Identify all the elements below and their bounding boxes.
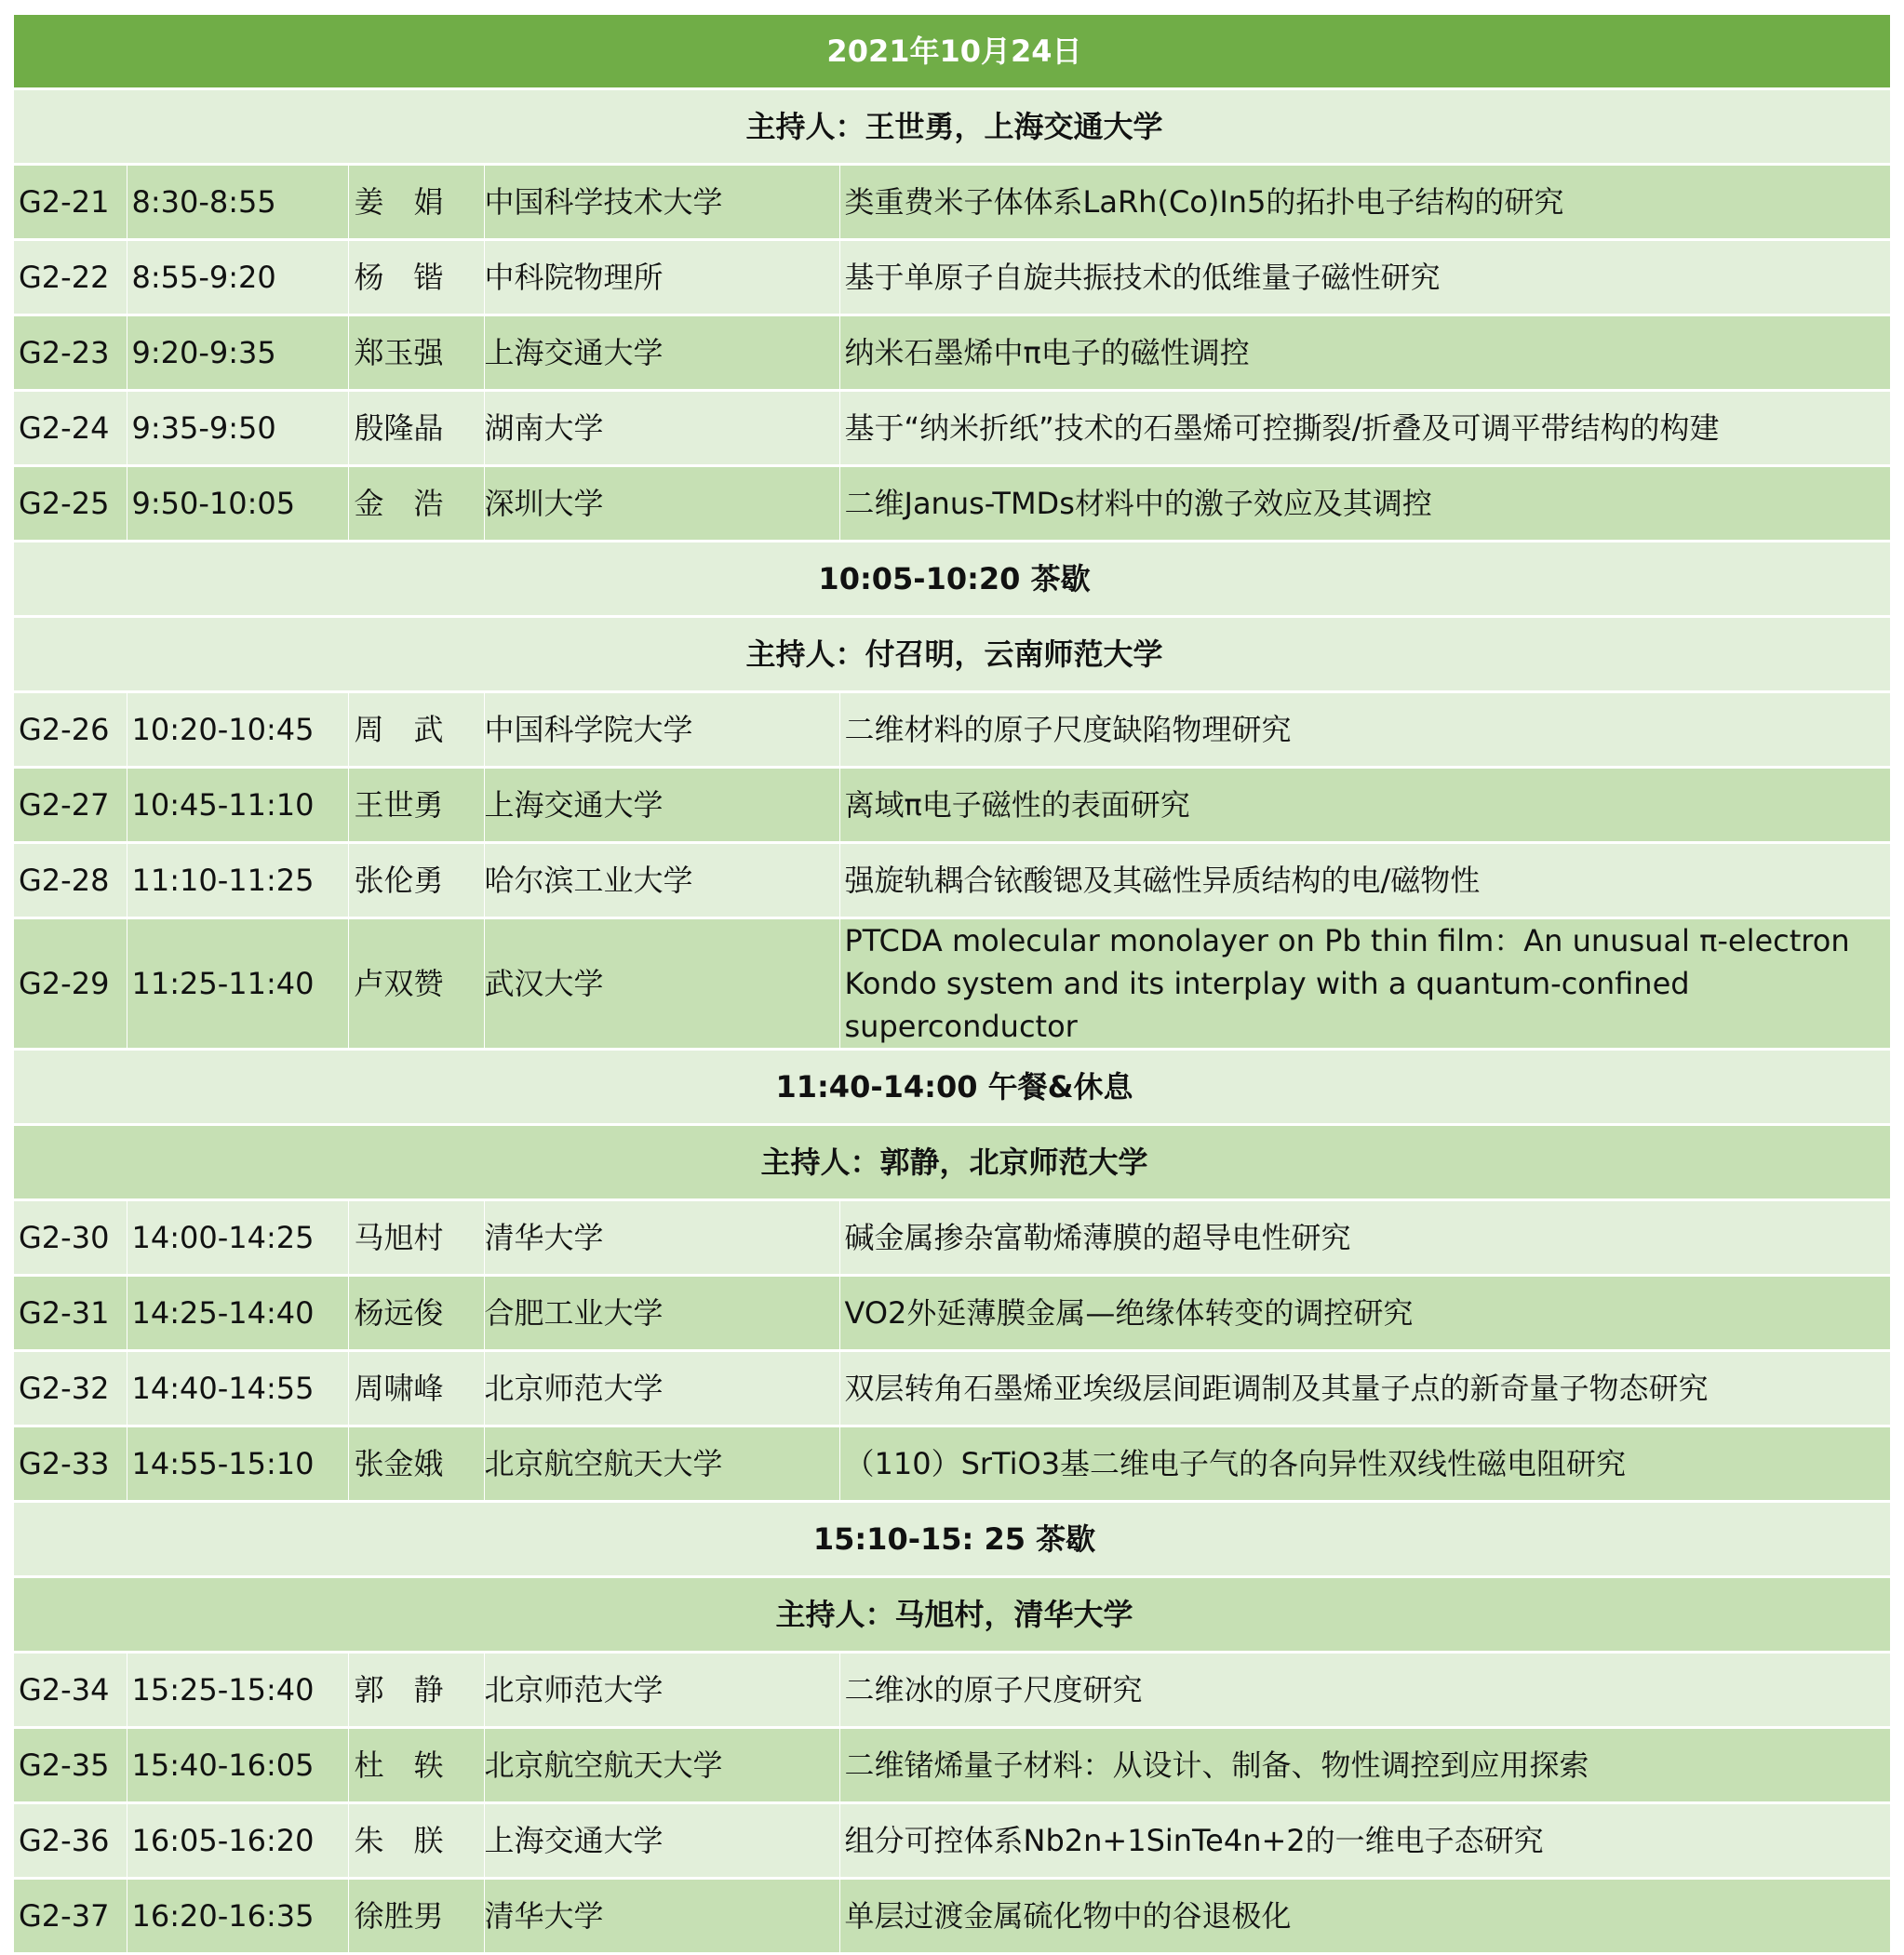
- talk-row: [14, 1803, 1890, 1879]
- speaker-name: 马旭村: [348, 1200, 484, 1276]
- talk-row: [14, 1276, 1890, 1351]
- speaker-name: 郭 静: [348, 1653, 484, 1728]
- speaker-name: 徐胜男: [348, 1879, 484, 1954]
- speaker-institution: 合肥工业大学: [484, 1276, 839, 1351]
- title-row: [14, 15, 1890, 89]
- talk-id: G2-37: [14, 1879, 127, 1954]
- talk-row: [14, 391, 1890, 466]
- speaker-institution: 中科院物理所: [484, 240, 839, 315]
- speaker-institution: 北京师范大学: [484, 1653, 839, 1728]
- talk-topic: 基于“纳米折纸”技术的石墨烯可控撕裂/折叠及可调平带结构的构建: [839, 391, 1890, 466]
- speaker-name: 张金娥: [348, 1426, 484, 1502]
- speaker-name: 张伦勇: [348, 843, 484, 918]
- session-chair: 主持人：付召明，云南师范大学: [14, 617, 1890, 692]
- talk-row: [14, 1200, 1890, 1276]
- speaker-name: 金 浩: [348, 466, 484, 542]
- talk-row: [14, 1351, 1890, 1426]
- talk-topic: 类重费米子体体系LaRh(Co)In5的拓扑电子结构的研究: [839, 165, 1890, 240]
- session-chair-row: [14, 1577, 1890, 1653]
- talk-time: 14:40-14:55: [127, 1351, 348, 1426]
- talk-topic: 基于单原子自旋共振技术的低维量子磁性研究: [839, 240, 1890, 315]
- speaker-institution: 湖南大学: [484, 391, 839, 466]
- speaker-name: 杜 轶: [348, 1728, 484, 1803]
- schedule-table: [14, 15, 1890, 1955]
- talk-topic: 二维冰的原子尺度研究: [839, 1653, 1890, 1728]
- talk-time: 16:20-16:35: [127, 1879, 348, 1954]
- talk-id: G2-33: [14, 1426, 127, 1502]
- talk-id: G2-36: [14, 1803, 127, 1879]
- talk-id: G2-35: [14, 1728, 127, 1803]
- session-chair-row: [14, 617, 1890, 692]
- talk-id: G2-31: [14, 1276, 127, 1351]
- speaker-institution: 北京航空航天大学: [484, 1728, 839, 1803]
- talk-time: 11:25-11:40: [127, 918, 348, 1050]
- speaker-institution: 北京航空航天大学: [484, 1426, 839, 1502]
- schedule-date: 2021年10月24日: [14, 15, 1890, 89]
- speaker-institution: 清华大学: [484, 1200, 839, 1276]
- session-chair: 主持人：马旭村，清华大学: [14, 1577, 1890, 1653]
- talk-id: G2-28: [14, 843, 127, 918]
- speaker-institution: 上海交通大学: [484, 315, 839, 391]
- talk-id: G2-30: [14, 1200, 127, 1276]
- session-chair-row: [14, 1125, 1890, 1200]
- talk-time: 9:50-10:05: [127, 466, 348, 542]
- speaker-institution: 上海交通大学: [484, 768, 839, 843]
- talk-time: 14:25-14:40: [127, 1276, 348, 1351]
- talk-row: [14, 466, 1890, 542]
- talk-row: [14, 1879, 1890, 1954]
- talk-time: 10:20-10:45: [127, 692, 348, 768]
- speaker-institution: 上海交通大学: [484, 1803, 839, 1879]
- talk-time: 10:45-11:10: [127, 768, 348, 843]
- talk-id: G2-24: [14, 391, 127, 466]
- speaker-name: 周 武: [348, 692, 484, 768]
- speaker-name: 姜 娟: [348, 165, 484, 240]
- talk-topic: PTCDA molecular monolayer on Pb thin film：An unusual π-electron Kondo system and its interplay with a quantum-confined superconductor: [839, 918, 1890, 1050]
- speaker-institution: 清华大学: [484, 1879, 839, 1954]
- session-chair-row: [14, 89, 1890, 165]
- talk-time: 16:05-16:20: [127, 1803, 348, 1879]
- talk-id: G2-21: [14, 165, 127, 240]
- talk-time: 15:25-15:40: [127, 1653, 348, 1728]
- talk-time: 15:40-16:05: [127, 1728, 348, 1803]
- speaker-institution: 武汉大学: [484, 918, 839, 1050]
- talk-row: [14, 315, 1890, 391]
- talk-topic: 纳米石墨烯中π电子的磁性调控: [839, 315, 1890, 391]
- speaker-name: 殷隆晶: [348, 391, 484, 466]
- talk-time: 14:55-15:10: [127, 1426, 348, 1502]
- speaker-institution: 北京师范大学: [484, 1351, 839, 1426]
- talk-row: [14, 1653, 1890, 1728]
- speaker-name: 王世勇: [348, 768, 484, 843]
- speaker-institution: 中国科学技术大学: [484, 165, 839, 240]
- break-label: 11:40-14:00 午餐&休息: [14, 1050, 1890, 1125]
- talk-row: [14, 1728, 1890, 1803]
- talk-topic: 碱金属掺杂富勒烯薄膜的超导电性研究: [839, 1200, 1890, 1276]
- talk-topic: 二维材料的原子尺度缺陷物理研究: [839, 692, 1890, 768]
- talk-row: [14, 165, 1890, 240]
- talk-id: G2-26: [14, 692, 127, 768]
- talk-row: [14, 1426, 1890, 1502]
- talk-row: [14, 692, 1890, 768]
- talk-time: 9:35-9:50: [127, 391, 348, 466]
- talk-topic: （110）SrTiO3基二维电子气的各向异性双线性磁电阻研究: [839, 1426, 1890, 1502]
- talk-id: G2-22: [14, 240, 127, 315]
- talk-time: 9:20-9:35: [127, 315, 348, 391]
- talk-topic: 强旋轨耦合铱酸锶及其磁性异质结构的电/磁物性: [839, 843, 1890, 918]
- break-row: [14, 1050, 1890, 1125]
- talk-time: 8:55-9:20: [127, 240, 348, 315]
- talk-row: [14, 768, 1890, 843]
- talk-time: 14:00-14:25: [127, 1200, 348, 1276]
- talk-id: G2-23: [14, 315, 127, 391]
- talk-row: [14, 843, 1890, 918]
- speaker-name: 杨远俊: [348, 1276, 484, 1351]
- talk-topic: 离域π电子磁性的表面研究: [839, 768, 1890, 843]
- break-row: [14, 1502, 1890, 1577]
- talk-row: [14, 240, 1890, 315]
- talk-topic: 双层转角石墨烯亚埃级层间距调制及其量子点的新奇量子物态研究: [839, 1351, 1890, 1426]
- break-label: 10:05-10:20 茶歇: [14, 542, 1890, 617]
- talk-id: G2-25: [14, 466, 127, 542]
- speaker-institution: 哈尔滨工业大学: [484, 843, 839, 918]
- speaker-name: 卢双赞: [348, 918, 484, 1050]
- session-chair: 主持人：郭静，北京师范大学: [14, 1125, 1890, 1200]
- talk-topic: VO2外延薄膜金属—绝缘体转变的调控研究: [839, 1276, 1890, 1351]
- speaker-name: 朱 朕: [348, 1803, 484, 1879]
- talk-id: G2-29: [14, 918, 127, 1050]
- speaker-institution: 中国科学院大学: [484, 692, 839, 768]
- talk-time: 11:10-11:25: [127, 843, 348, 918]
- talk-topic: 二维锗烯量子材料：从设计、制备、物性调控到应用探索: [839, 1728, 1890, 1803]
- talk-topic: 单层过渡金属硫化物中的谷退极化: [839, 1879, 1890, 1954]
- break-label: 15:10-15: 25 茶歇: [14, 1502, 1890, 1577]
- talk-id: G2-27: [14, 768, 127, 843]
- speaker-institution: 深圳大学: [484, 466, 839, 542]
- talk-id: G2-32: [14, 1351, 127, 1426]
- talk-time: 8:30-8:55: [127, 165, 348, 240]
- break-row: [14, 542, 1890, 617]
- talk-topic: 二维Janus-TMDs材料中的激子效应及其调控: [839, 466, 1890, 542]
- speaker-name: 杨 锴: [348, 240, 484, 315]
- speaker-name: 郑玉强: [348, 315, 484, 391]
- talk-topic: 组分可控体系Nb2n+1SinTe4n+2的一维电子态研究: [839, 1803, 1890, 1879]
- speaker-name: 周啸峰: [348, 1351, 484, 1426]
- talk-id: G2-34: [14, 1653, 127, 1728]
- talk-row: [14, 918, 1890, 1050]
- session-chair: 主持人：王世勇，上海交通大学: [14, 89, 1890, 165]
